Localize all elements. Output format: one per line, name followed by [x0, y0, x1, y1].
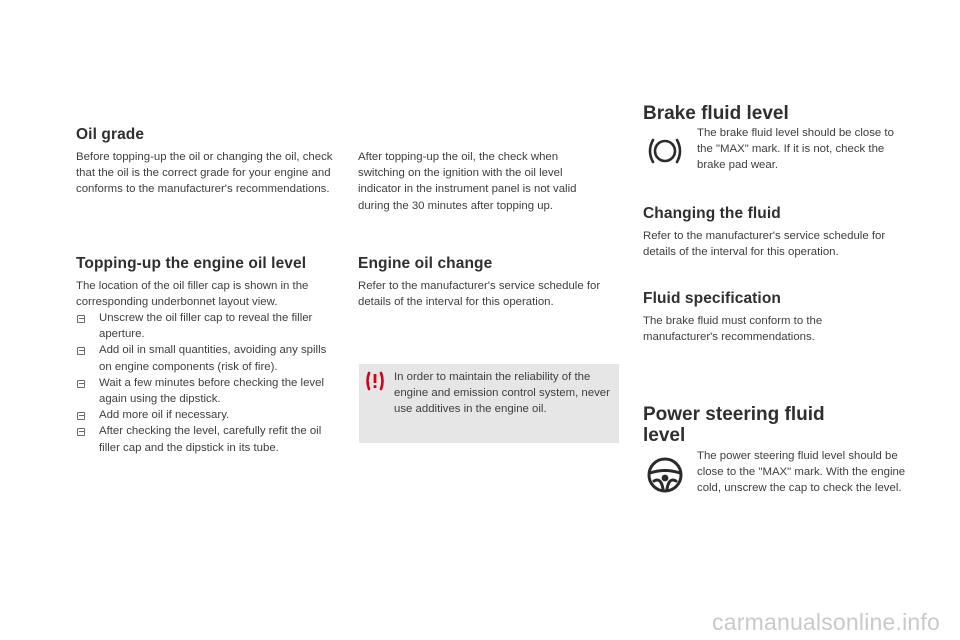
- engine-oil-change-text: Refer to the manufacturer's service schedule for details of the interval for this operation.: [358, 280, 601, 309]
- list-item: Unscrew the oil filler cap to reveal the filler aperture.: [76, 310, 338, 342]
- changing-fluid-text: Refer to the manufacturer's service schedule for details of the interval for this operation.: [643, 230, 886, 259]
- after-topping-text: After topping-up the oil, the check when switching on the ignition with the oil level indicator in the instrument panel is not valid during the 30 minutes after topping up.: [358, 151, 577, 212]
- topping-up-intro: The location of the oil filler cap is shown in the corresponding underbonnet layout view.: [76, 280, 309, 309]
- list-item: Add oil in small quantities, avoiding any spills on engine components (risk of fire).: [76, 342, 338, 374]
- watermark: carmanualsonline.info: [712, 609, 940, 635]
- oil-grade-text: Before topping-up the oil or changing the oil, check that the oil is the correct grade for your engine and conforms to the manufacturer's recommendations.: [76, 151, 333, 196]
- warning-box: [359, 364, 619, 443]
- steering-wheel-icon: [645, 455, 685, 495]
- oil-grade-heading: Oil grade: [76, 126, 145, 143]
- brake-fluid-level-heading: Brake fluid level: [643, 103, 789, 124]
- checkbox-bullet-icon: [77, 428, 85, 436]
- brake-warning-icon: [645, 135, 685, 167]
- fluid-specification-heading: Fluid specification: [643, 290, 781, 307]
- checkbox-bullet-icon: [77, 347, 85, 355]
- engine-oil-change-heading: Engine oil change: [358, 255, 493, 272]
- brake-fluid-level-text: The brake fluid level should be close to the "MAX" mark. If it is not, check the brake pad wear.: [697, 127, 894, 172]
- checkbox-bullet-icon: [77, 380, 85, 388]
- checkbox-bullet-icon: [77, 315, 85, 323]
- power-steering-text: The power steering fluid level should be close to the "MAX" mark. With the engine cold, unscrew the cap to check the level.: [697, 450, 906, 495]
- warning-text: In order to maintain the reliability of the engine and emission control system, never use additives in the engine oil.: [394, 371, 610, 416]
- list-item: After checking the level, carefully refit the oil filler cap and the dipstick in its tube.: [76, 423, 338, 455]
- power-steering-heading: Power steering fluid level: [643, 404, 825, 446]
- topping-up-steps: [76, 310, 338, 456]
- checkbox-bullet-icon: [77, 412, 85, 420]
- changing-fluid-heading: Changing the fluid: [643, 205, 781, 222]
- list-item: Add more oil if necessary.: [76, 407, 338, 423]
- warning-icon: [365, 371, 385, 391]
- list-item: Wait a few minutes before checking the level again using the dipstick.: [76, 375, 338, 407]
- fluid-specification-text: The brake fluid must conform to the manufacturer's recommendations.: [643, 315, 823, 344]
- topping-up-heading: Topping-up the engine oil level: [76, 255, 307, 272]
